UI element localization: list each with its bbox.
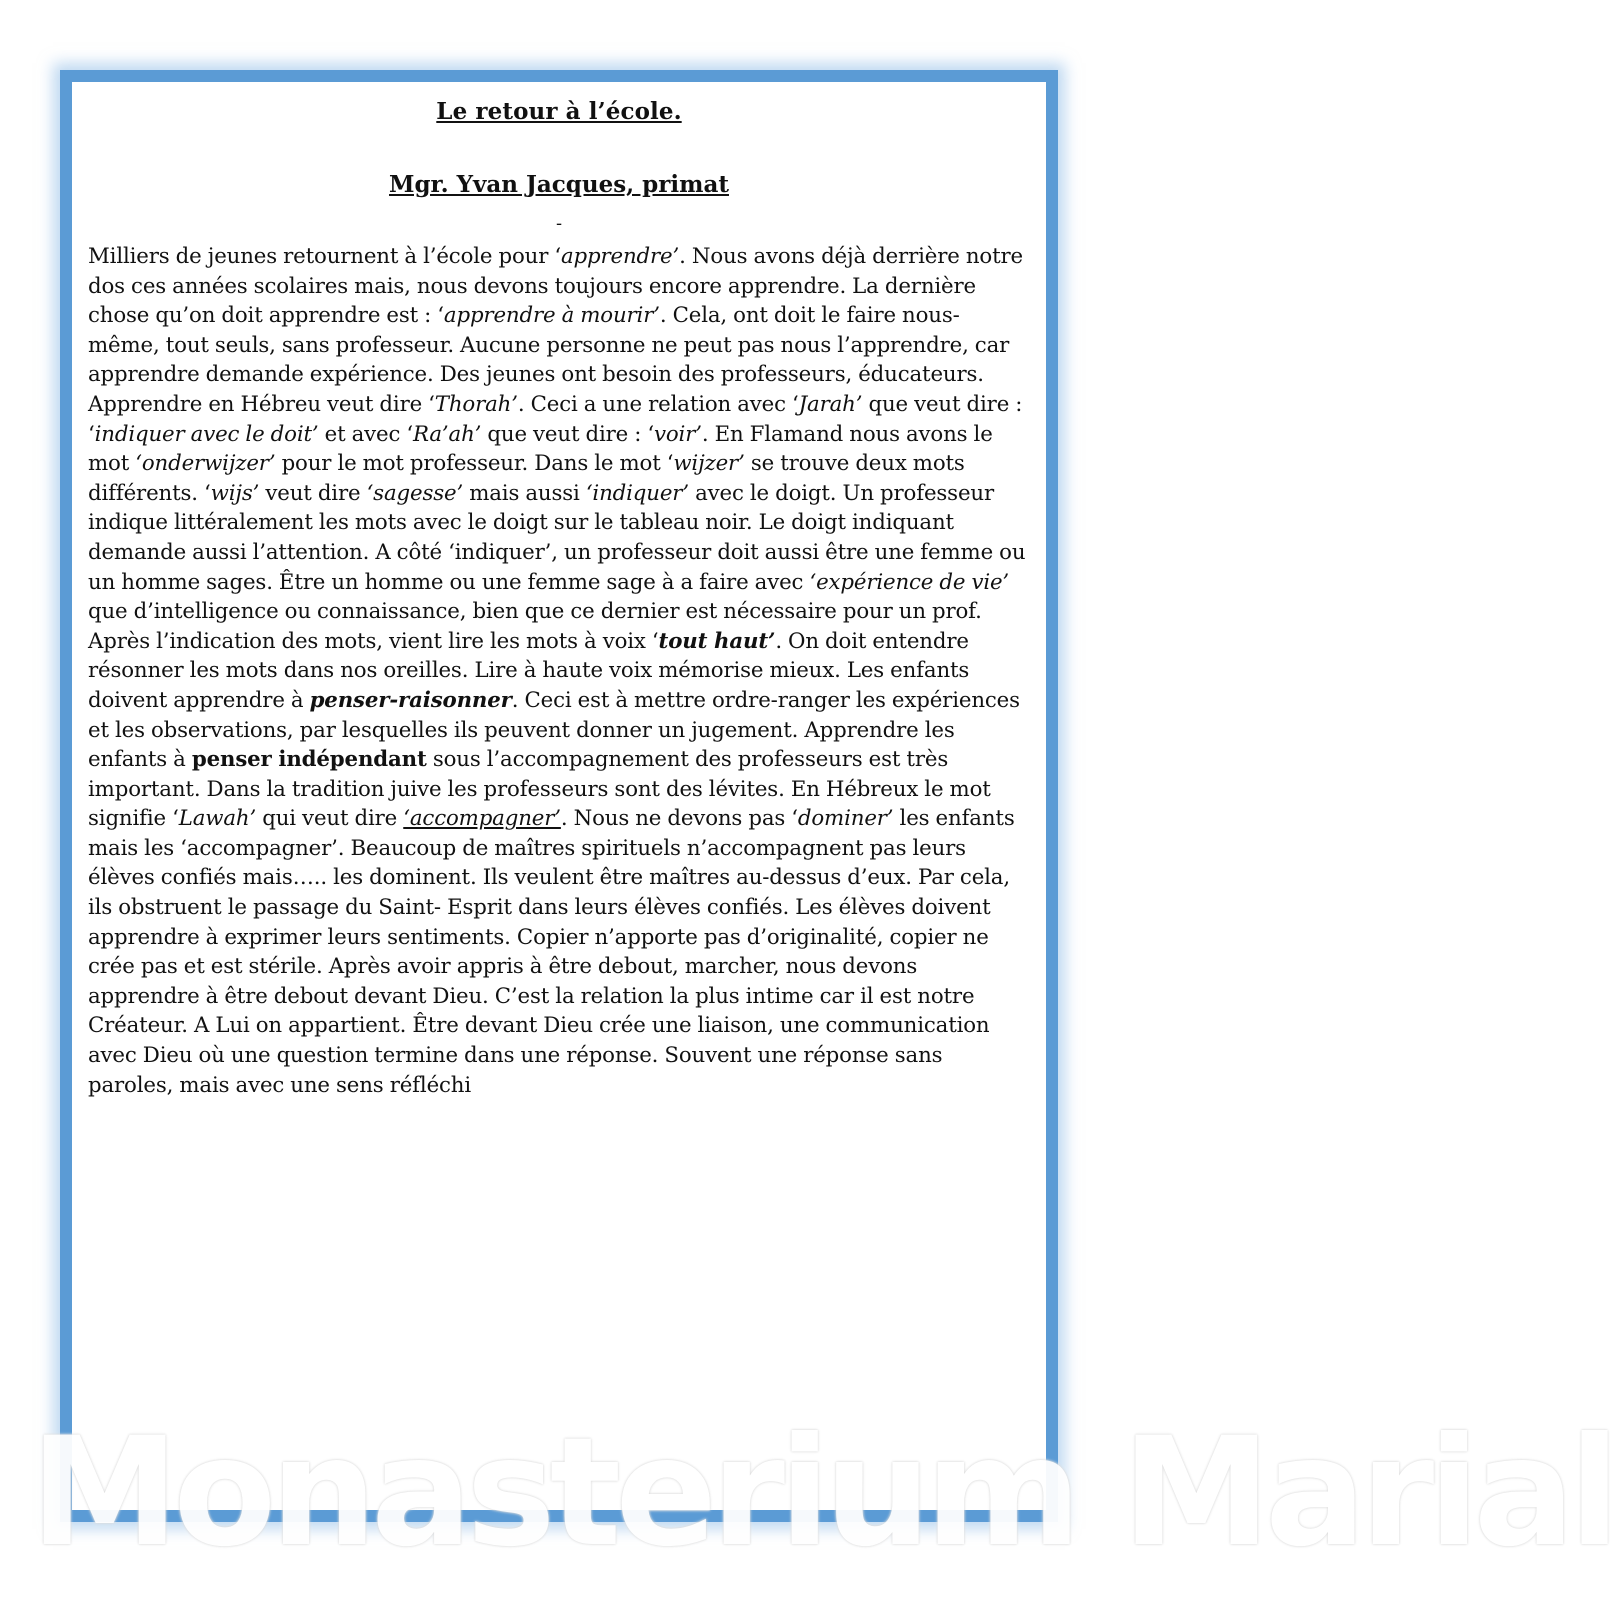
body-text-segment: voir’ [653,421,702,447]
body-text-segment: ‘expérience de vie’ [809,569,1010,595]
body-text-segment: avec le doigt. Un professeur indique littéralement les mots avec le doigt sur le tableau noir. Le doigt indiquant demande aussi l’attention. A côté ‘indiquer’, un professeur doit aussi être une femme ou un homme sages. Être un homme ou une femme sage à a faire avec [88,480,1026,595]
body-text-segment: que veut dire : ‘ [481,421,654,447]
separator: - [555,213,563,234]
body-text-segment: sous l’accompagnement des professeurs est très important. Dans la tradition juive les professeurs sont des lévites. En Hébreux le mot signifie ‘ [88,747,991,832]
body-text-segment: pour le mot professeur. Dans le mot ‘ [275,451,674,477]
body-text-segment: les enfants mais les ‘accompagner’. Beaucoup de maîtres spirituels n’accompagnent pas leurs élèves confiés mais….. les dominent. Ils veulent être maîtres au-dessus d’eux. Par cela, ils obstruent le passage du Saint- Esprit dans leurs élèves confiés. Les élèves doivent apprendre à exprimer leurs sentiments. Copier n’apporte pas d’originalité, copier ne crée pas et est stérile. Après avoir appris à être debout, marcher, nous devons apprendre à être debout devant Dieu. C’est la relation la plus intime car il est notre Créateur. A Lui on appartient. Être devant Dieu crée une liaison, une communication avec Dieu où une question termine dans une réponse. Souvent une réponse sans paroles, mais avec une sens réfléchi [88,806,1015,1098]
page-frame [60,70,1058,1522]
body-text-segment: apprendre’ [560,244,680,269]
body-text-segment: ‘accompagner’ [403,806,561,832]
document-title: Le retour à l’école. [436,98,682,125]
body-text-segment: Thorah’ [434,391,518,417]
body-text-segment: que veut dire : ‘ [88,391,1023,447]
body-text-segment: mais aussi [463,480,586,506]
body-text-segment: wijzer’ [673,451,745,477]
body-text-segment: . On doit entendre résonner les mots dans nos oreilles. Lire à haute voix mémorise mieux. Les enfants doivent apprendre à [88,628,970,713]
body-text-segment: Jarah’ [798,391,863,417]
body-text-segment: wijs’ [210,480,260,506]
body-text-segment: . En Flamand nous avons le mot [88,421,993,477]
body-paragraph [88,242,1030,1100]
body-text-segment: ‘sagesse’ [366,480,464,506]
body-text-segment: . Cela, ont doit le faire nous-même, tout seuls, sans professeur. Aucune personne ne peut pas nous l’apprendre, car apprendre demande expérience. Des jeunes ont besoin des professeurs, éducateurs. Apprendre en Hébreu veut dire ‘ [88,303,1010,417]
body-text-segment: apprendre à mourir’ [443,303,660,329]
body-text-segment: Lawah’ [178,806,257,832]
body-text-segment: penser indépendant [191,747,427,773]
body-text-segment: que d’intelligence ou connaissance, bien que ce dernier est nécessaire pour un prof. Après l’indication des mots, vient lire les mots à voix ‘ [88,599,982,654]
body-text-segment: . Nous avons déjà derrière notre dos ces années scolaires mais, nous devons toujours encore apprendre. La dernière chose qu’on doit apprendre est : ‘ [88,244,1023,329]
body-text-segment: veut dire [259,480,367,506]
body-text-segment: penser-raisonner [309,687,512,713]
document-content [88,82,1030,1510]
body-text-segment: dominer’ [797,806,894,832]
body-text-segment: Ra’ah’ [413,421,482,447]
body-text-segment: qui veut dire [256,806,404,832]
watermark: Monasterium Marial [30,1406,1614,1580]
body-text-segment: indiquer avec le doit’ [94,421,319,447]
body-text-segment: tout haut’ [658,628,776,654]
body-text-segment: ‘indiquer’ [585,480,689,506]
body-text-segment: se trouve deux mots différents. ‘ [88,451,965,506]
body-text-segment: . Ceci a une relation avec ‘ [517,391,799,417]
body-text-segment: . Ceci est à mettre ordre-ranger les expériences et les observations, par lesquelles ils peuvent donner un jugement. Apprendre les enfants à [88,687,1020,773]
body-text-segment: . Nous ne devons pas ‘ [560,806,798,832]
body-text-segment: Milliers de jeunes retournent à l’école pour ‘ [88,244,561,269]
document-author: Mgr. Yvan Jacques, primat [389,171,729,198]
body-text-segment: ‘onderwijzer’ [135,451,276,477]
body-text-segment: et avec ‘ [318,421,414,447]
